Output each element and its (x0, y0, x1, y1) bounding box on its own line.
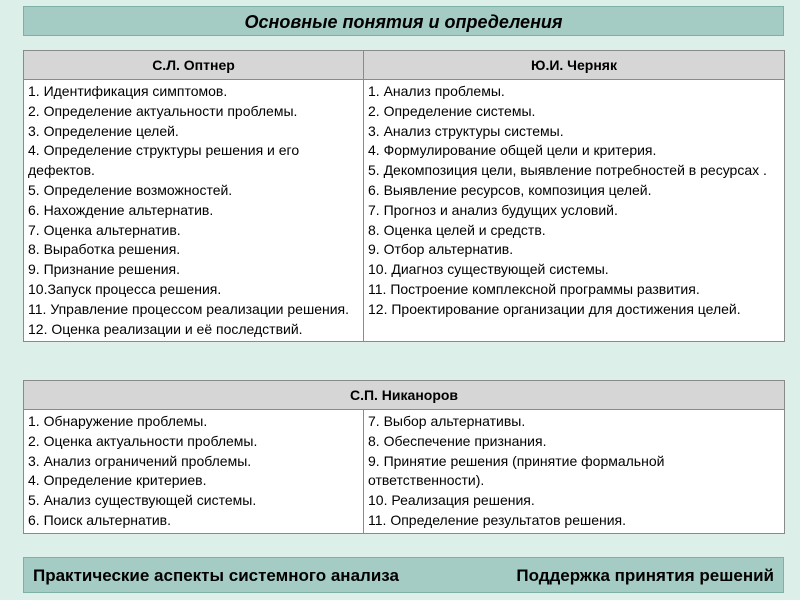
list-item: 10.Запуск процесса решения. (28, 280, 222, 297)
list-item: 4. Определение критериев. (28, 472, 207, 489)
column-header-optner: С.Л. Оптнер (24, 51, 364, 80)
list-item: 6. Выявление ресурсов, композиция целей. (368, 181, 652, 198)
list-item: 4. Формулирование общей цели и критерия. (368, 142, 657, 159)
title-banner (23, 6, 784, 36)
list-item: 11. Определение результатов решения. (368, 511, 627, 528)
list-item: 11. Управление процессом реализации решения. (28, 300, 350, 317)
comparison-table-optner-chernyak (23, 50, 785, 342)
footer-banner (23, 557, 784, 593)
list-item: 2. Определение системы. (368, 102, 536, 119)
list-item: 5. Декомпозиция цели, выявление потребностей в ресурсах . (368, 162, 767, 179)
list-item: 2. Оценка актуальности проблемы. (28, 432, 258, 449)
list-item: 1. Идентификация симптомов. (28, 83, 228, 99)
footer-decision-support: Поддержка принятия решений (516, 566, 774, 585)
list-item: 12. Проектирование организации для достижения целей. (368, 300, 741, 317)
list-item: 2. Определение актуальности проблемы. (28, 102, 298, 119)
list-item: 8. Обеспечение признания. (368, 432, 547, 449)
list-item: 10. Реализация решения. (368, 492, 535, 509)
optner-steps-cell (24, 80, 364, 342)
nikanorov-steps-left-cell (24, 410, 364, 534)
page-title: Основные понятия и определения (244, 12, 563, 32)
list-item: 9. Признание решения. (28, 261, 181, 278)
list-item: 7. Выбор альтернативы. (368, 413, 526, 429)
list-item: 6. Нахождение альтернатив. (28, 201, 214, 218)
footer-practical-aspects: Практические аспекты системного анализа (33, 566, 399, 585)
list-item: 5. Определение возможностей. (28, 181, 233, 198)
list-item: 5. Анализ существующей системы. (28, 492, 257, 509)
nikanorov-steps-right-cell (364, 410, 785, 534)
list-item: 12. Оценка реализации и её последствий. (28, 320, 303, 337)
nikanorov-table (23, 380, 785, 534)
list-item: 9. Принятие решения (принятие формальной ответственности). (368, 452, 665, 489)
column-header-chernyak: Ю.И. Черняк (364, 51, 785, 80)
list-item: 7. Прогноз и анализ будущих условий. (368, 201, 618, 218)
list-item: 11. Построение комплексной программы развития. (368, 280, 700, 297)
chernyak-steps-cell (364, 80, 785, 342)
list-item: 8. Оценка целей и средств. (368, 221, 546, 238)
list-item: 10. Диагноз существующей системы. (368, 261, 609, 278)
list-item: 6. Поиск альтернатив. (28, 511, 172, 528)
list-item: 8. Выработка решения. (28, 241, 181, 258)
list-item: 7. Оценка альтернатив. (28, 221, 181, 238)
list-item: 1. Анализ проблемы. (368, 83, 505, 99)
column-header-nikanorov: С.П. Никаноров (24, 381, 785, 410)
list-item: 1. Обнаружение проблемы. (28, 413, 208, 429)
list-item: 9. Отбор альтернатив. (368, 241, 514, 258)
list-item: 4. Определение структуры решения и его дефектов. (28, 142, 300, 179)
list-item: 3. Анализ ограничений проблемы. (28, 452, 252, 469)
list-item: 3. Анализ структуры системы. (368, 122, 564, 139)
list-item: 3. Определение целей. (28, 122, 179, 139)
